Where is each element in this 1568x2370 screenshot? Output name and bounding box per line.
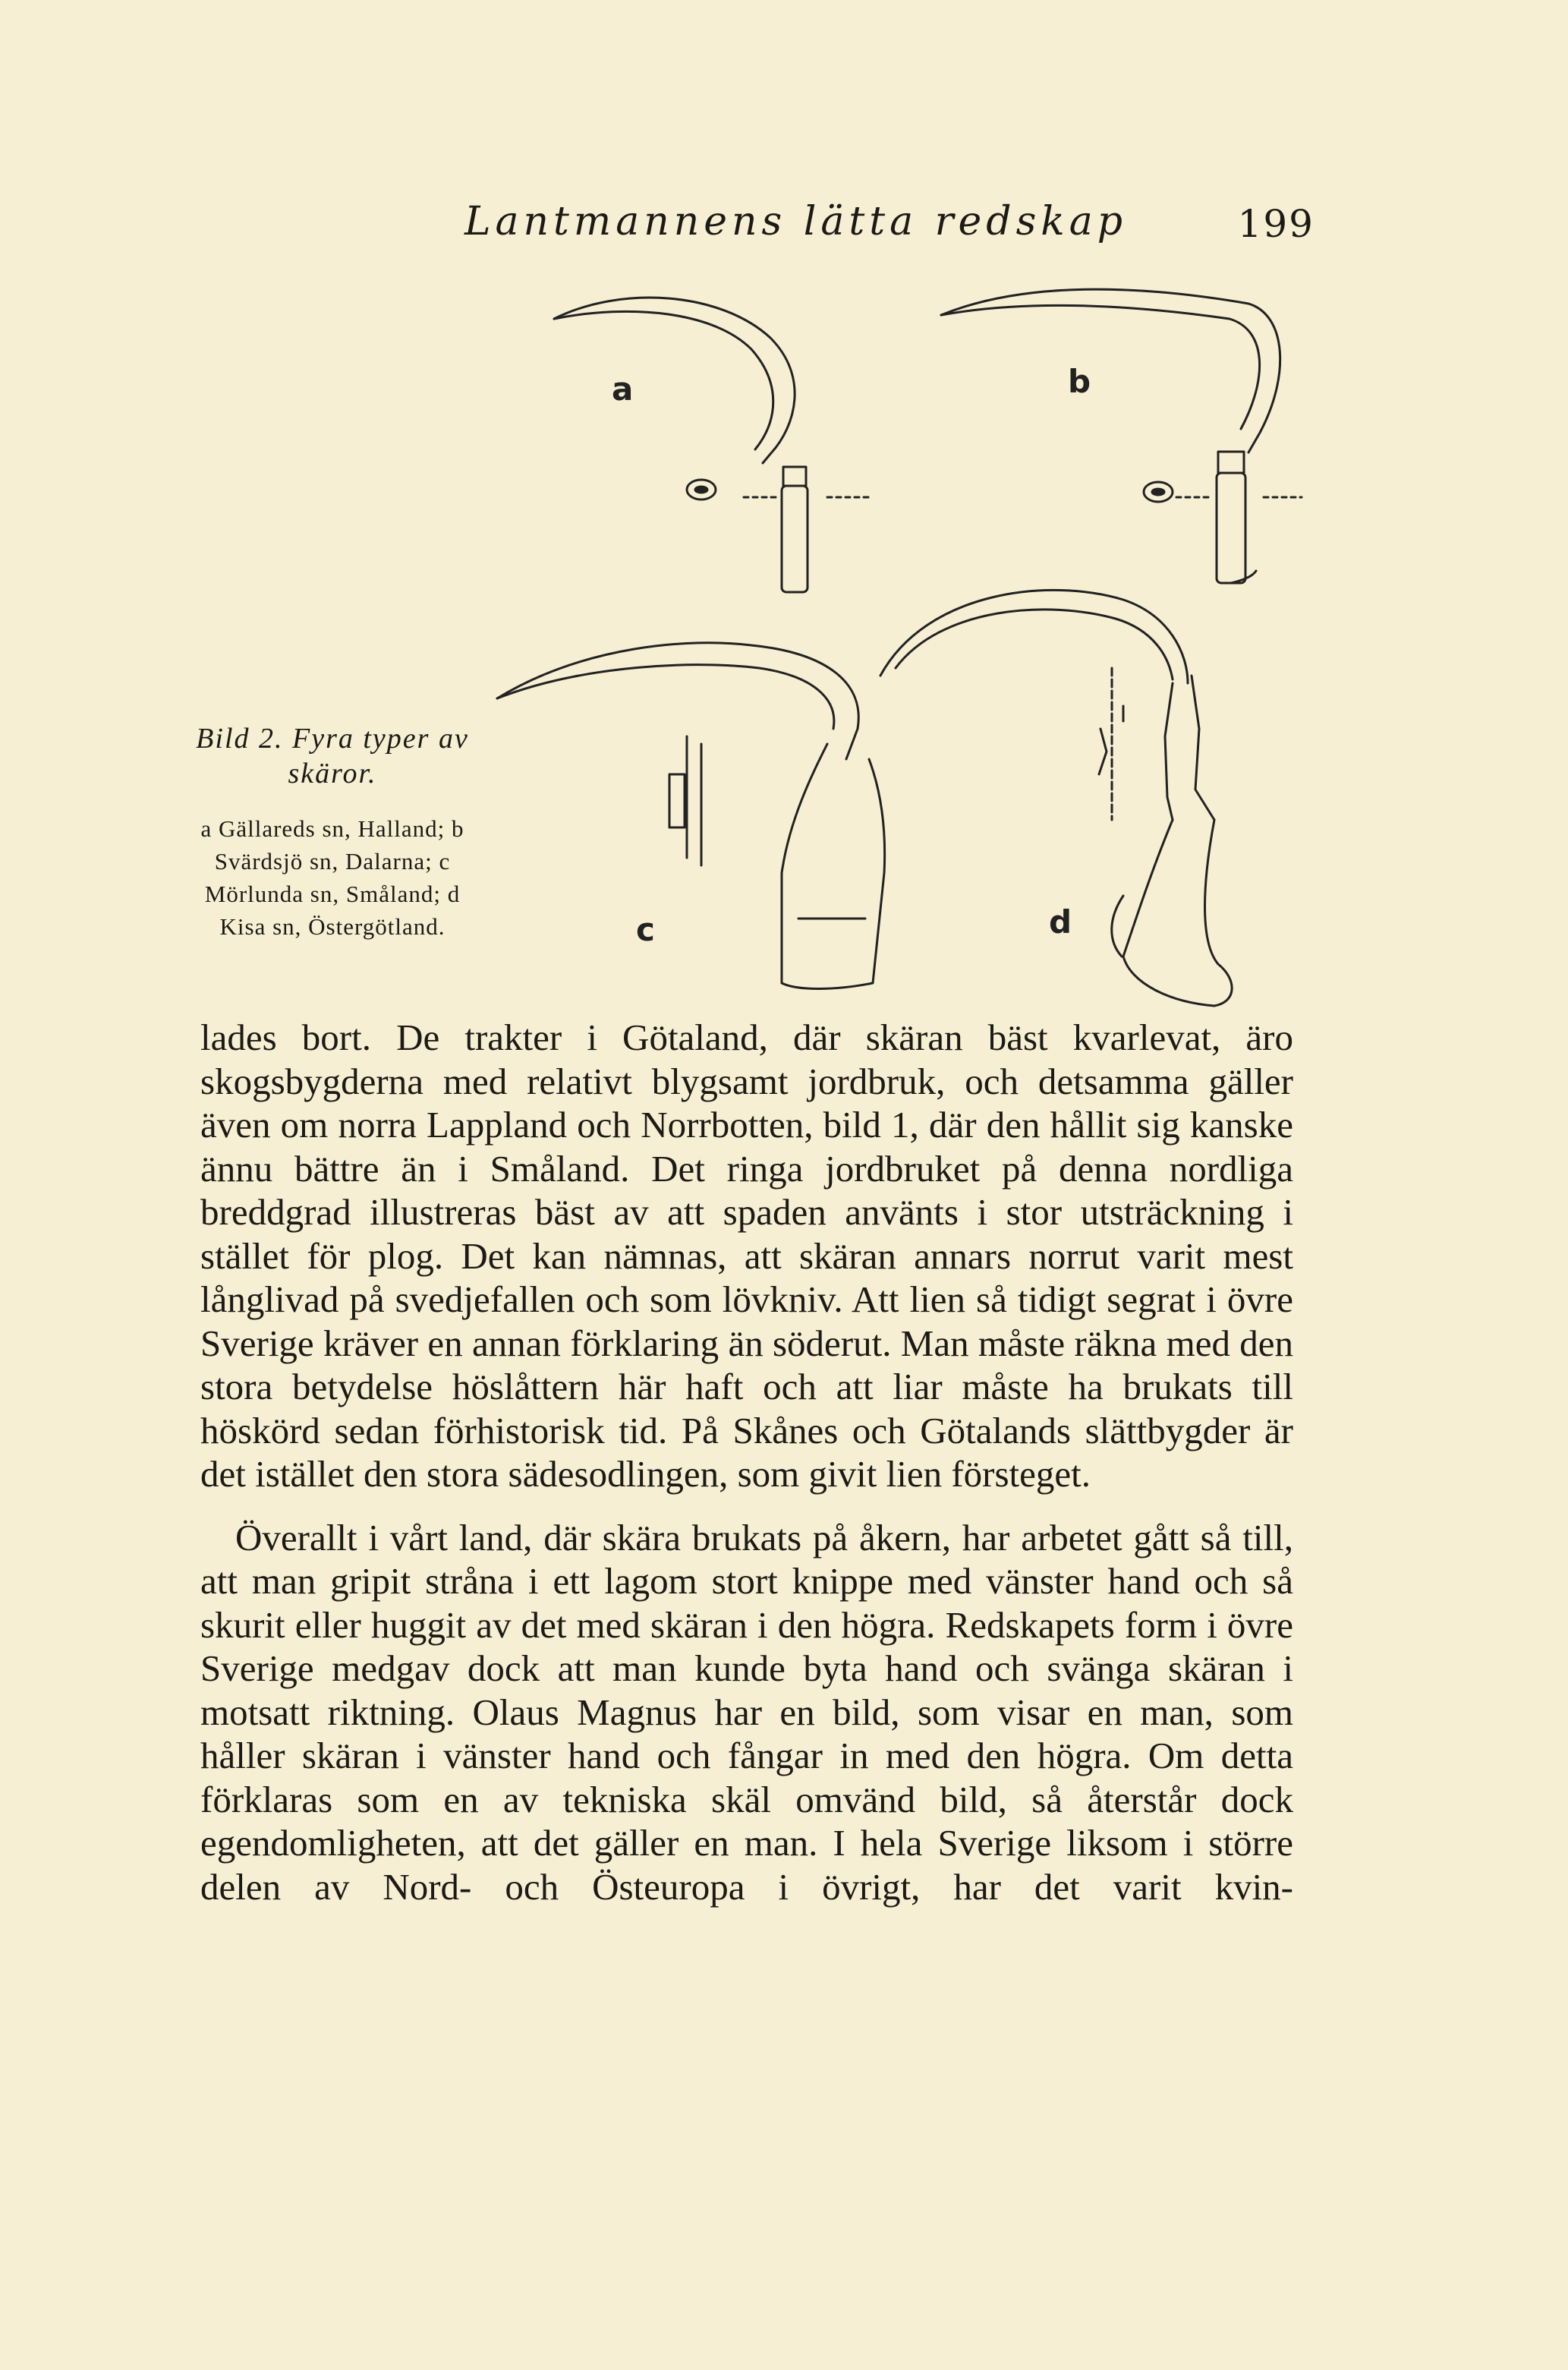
figure-label-a: a bbox=[612, 370, 634, 408]
sickle-figure bbox=[471, 273, 1313, 1017]
body-paragraph-1: lades bort. De trakter i Götaland, där skäran bäst kvarlevat, äro skogsbygderna med relativt blygsamt jordbruk, och detsamma gäller även om norra Lappland och Norrbotten, bild 1, där den hållit sig kanske ännu bättre än i Småland. Det ringa jordbruket på denna nordliga breddgrad illustreras bäst av att spaden använts i stor utsträckning i stället för plog. Det kan nämnas, att skäran annars norrut varit mest långlivad på svedjefallen och som lövkniv. Att lien så tidigt segrat i övre Sverige kräver en annan förklaring än söderut. Man måste räkna med den stora betydelse höslåttern här haft och att liar måste ha brukats till höskörd sedan förhistorisk tid. På Skånes och Götalands slättbygder är det istället den stora sädesodlingen, som givit lien försteget. bbox=[200, 1016, 1293, 1495]
figure-caption-title: Bild 2. Fyra typer av skäror. bbox=[196, 723, 469, 789]
sickle-b-drawing bbox=[941, 289, 1302, 583]
figure-label-c: c bbox=[636, 911, 655, 948]
sickle-c-drawing bbox=[497, 643, 885, 989]
figure-caption-text: a Gällareds sn, Halland; b Svärdsjö sn, Dalarna; c Mörlunda sn, Småland; d Kisa sn, Östergötland. bbox=[200, 815, 464, 940]
figure-caption bbox=[196, 721, 469, 943]
sickle-a-drawing bbox=[554, 298, 873, 592]
sickle-d-drawing bbox=[880, 590, 1232, 1006]
figure-label-b: b bbox=[1068, 363, 1091, 400]
page-number: 199 bbox=[1237, 202, 1315, 246]
running-head-title: Lantmannens lätta redskap bbox=[464, 199, 1128, 244]
body-text bbox=[200, 1016, 1293, 1908]
running-head bbox=[464, 199, 1315, 267]
figure-label-d: d bbox=[1049, 903, 1072, 941]
body-paragraph-2: Överallt i vårt land, där skära brukats på åkern, har arbetet gått så till, att man gripit stråna i ett lagom stort knippe med vänster hand och så skurit eller huggit av det med skäran i den högra. Redskapets form i övre Sverige medgav dock att man kunde byta hand och svänga skäran i motsatt riktning. Olaus Magnus har en bild, som visar en man, som håller skäran i vänster hand och fångar in med den högra. Om detta förklaras som en av tekniska skäl omvänd bild, så återstår dock egendomligheten, att det gäller en man. I hela Sverige liksom i större delen av Nord- och Östeuropa i övrigt, har det varit kvin- bbox=[200, 1516, 1293, 1908]
sickle-drawings bbox=[471, 273, 1313, 1017]
